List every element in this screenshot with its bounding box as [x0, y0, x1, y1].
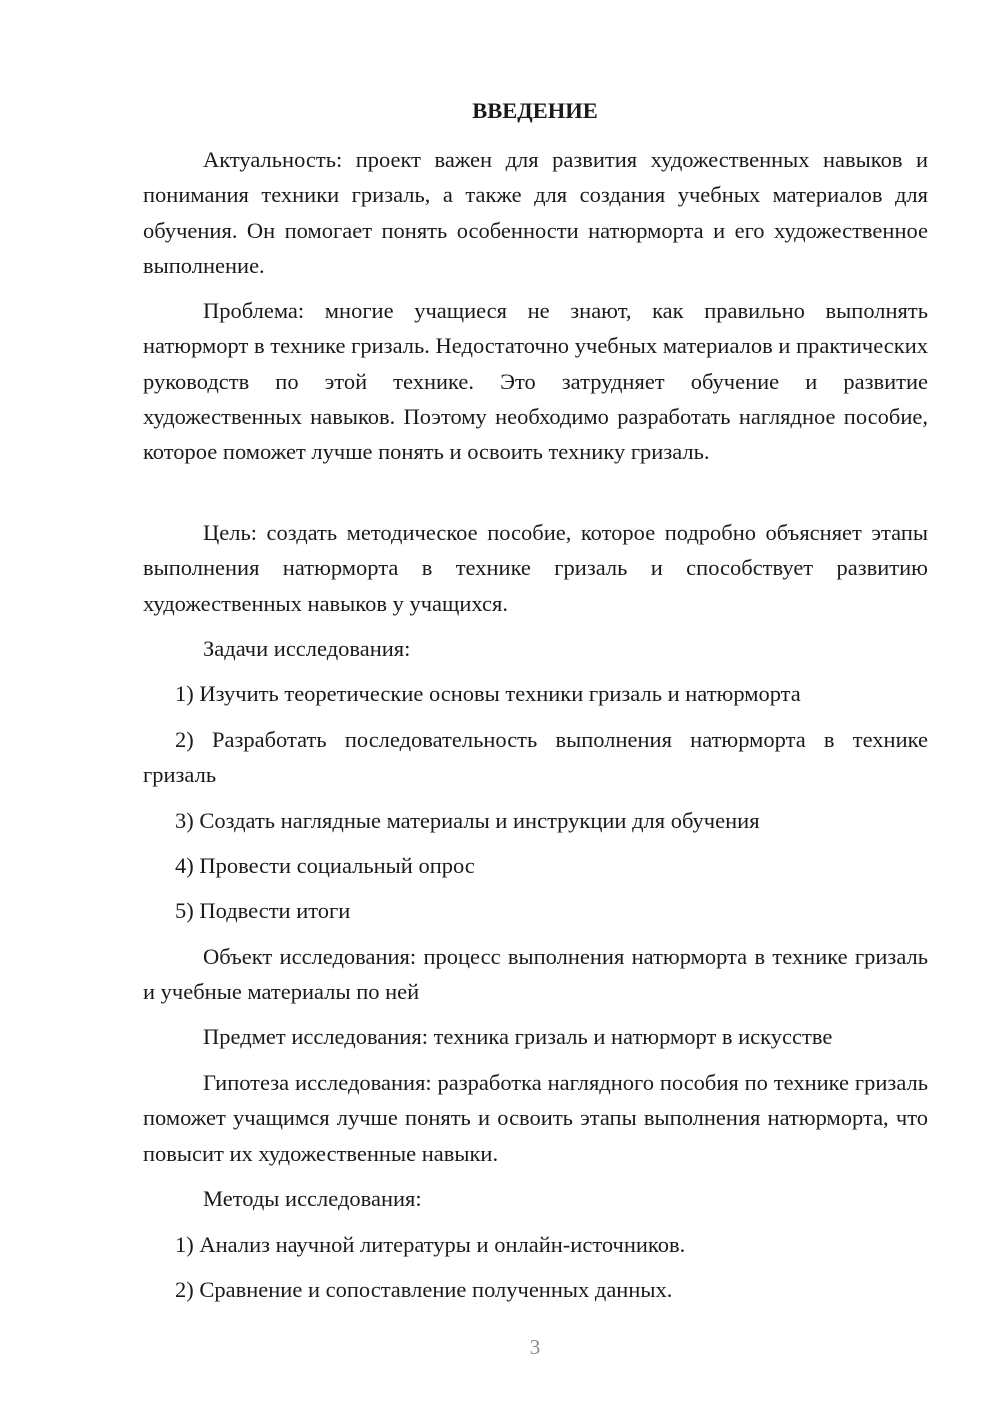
task-item-1: 1) Изучить теоретические основы техники гризаль и натюрморта [175, 681, 801, 706]
task-item-5: 5) Подвести итоги [175, 898, 351, 923]
paragraph-problem: Проблема: многие учащиеся не знают, как правильно выполнять натюрморт в технике гризаль. Недостаточно учебных материалов и практических руководств по этой технике. Это затрудняет обучение и развитие художественных навыков. Поэтому необходимо разработать наглядное пособие, которое поможет лучше понять и освоить технику гризаль. [143, 298, 928, 465]
paragraph-object: Объект исследования: процесс выполнения натюрморта в технике гризаль и учебные материалы по ней [143, 944, 928, 1005]
tasks-heading: Задачи исследования: [203, 636, 411, 661]
paragraph-relevance: Актуальность: проект важен для развития художественных навыков и понимания техники гризаль, а также для создания учебных материалов для обучения. Он помогает понять особенности натюрморта и его художественное выполнение. [143, 147, 928, 278]
methods-heading: Методы исследования: [203, 1186, 422, 1211]
paragraph-goal: Цель: создать методическое пособие, которое подробно объясняет этапы выполнения натюрморта в технике гризаль и способствует развитию художественных навыков у учащихся. [143, 520, 928, 616]
task-item-4: 4) Провести социальный опрос [175, 853, 475, 878]
task-item-3: 3) Создать наглядные материалы и инструкции для обучения [175, 808, 760, 833]
page-title: ВВЕДЕНИЕ [472, 98, 598, 123]
paragraph-subject: Предмет исследования: техника гризаль и натюрморт в искусстве [203, 1024, 833, 1049]
method-item-2: 2) Сравнение и сопоставление полученных данных. [175, 1277, 673, 1302]
page-number: 3 [529, 1335, 541, 1359]
task-item-2: 2) Разработать последовательность выполнения натюрморта в технике гризаль [143, 727, 928, 788]
paragraph-hypothesis: Гипотеза исследования: разработка наглядного пособия по технике гризаль поможет учащимся лучше понять и освоить этапы выполнения натюрморта, что повысит их художественные навыки. [143, 1070, 928, 1166]
method-item-1: 1) Анализ научной литературы и онлайн-источников. [175, 1232, 686, 1257]
